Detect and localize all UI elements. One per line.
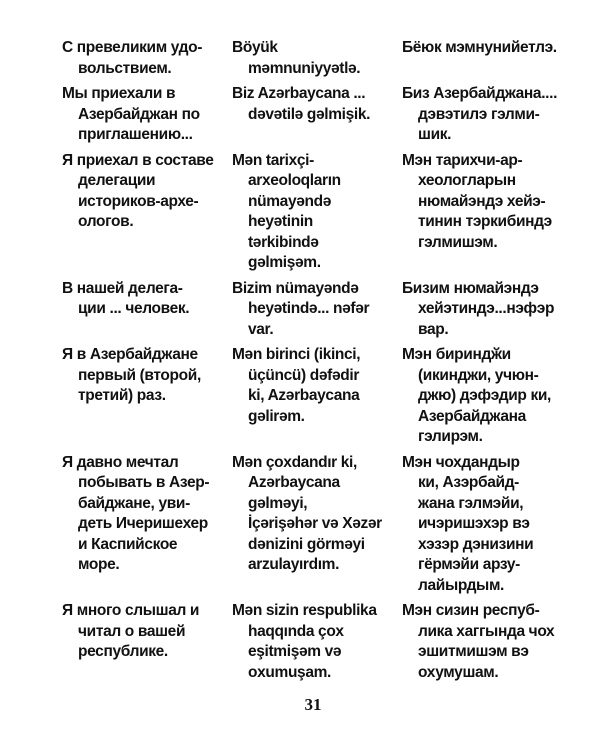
phrase-row — [62, 38, 592, 79]
phrase-line: Böyük — [232, 39, 278, 56]
phrase-line: Mən tarixçi- — [232, 151, 314, 169]
phrase-line: Mən çoxdandır ki, — [232, 453, 357, 471]
phrase-azerbaijani-cyrillic — [402, 84, 592, 146]
phrase-line: деть Ичеришехер — [78, 515, 208, 532]
phrase-russian — [62, 453, 232, 597]
phrase-line: гёрмэйи арзу- — [418, 556, 520, 573]
phrase-line: первый (второй, — [78, 366, 201, 384]
phrase-line: arzulayırdım. — [248, 556, 340, 573]
phrase-line: heyətində... nəfər — [248, 300, 370, 317]
phrase-line: Бёюк мэмнунийетлэ. — [402, 39, 557, 56]
phrase-line: Мэн чохдандыр — [402, 453, 520, 471]
phrase-line: Я приехал в составе — [62, 151, 214, 169]
phrase-line: dəvətilə gəlmişik. — [248, 105, 371, 123]
phrase-line: (икинджи, учюн- — [418, 366, 539, 384]
phrase-line: ичэришэхэр вэ — [418, 515, 530, 532]
phrase-line: Я давно мечтал — [62, 453, 179, 471]
phrase-line: Мэн сизин респуб- — [402, 602, 540, 619]
phrase-line: джю) дэфэдир ки, — [418, 387, 551, 404]
phrase-line: и Каспийское — [78, 535, 178, 553]
phrase-line: хэзэр дэнизини — [418, 535, 534, 553]
phrase-line: эшитмишэм вэ — [418, 643, 529, 660]
phrase-line: Мэн тарихчи-ар- — [402, 151, 523, 169]
phrase-line: хейэтиндэ...нэфэр — [418, 300, 555, 317]
phrase-line: üçüncü) dəfədir — [248, 366, 360, 384]
page-number: 31 — [304, 695, 322, 714]
phrase-line: жана гэлмэйи, — [418, 494, 524, 512]
phrase-line: ки, Азэрбайд- — [418, 474, 519, 491]
phrase-line: Биз Азербайджана.... — [402, 85, 558, 102]
phrase-line: gəlmişəm. — [248, 254, 321, 271]
phrase-line: heyətinin — [248, 213, 313, 230]
phrase-azerbaijani-latin — [232, 38, 402, 79]
phrase-row — [62, 84, 592, 146]
phrase-line: лика хаггында чох — [418, 622, 555, 640]
phrase-line: делегации — [78, 172, 156, 189]
phrase-line: Мэн бириндӂи — [402, 346, 511, 363]
phrase-russian — [62, 279, 232, 341]
phrase-line: Мы приехали в — [62, 85, 176, 102]
phrase-line: вольствием. — [78, 59, 172, 77]
phrase-line: ологов. — [78, 213, 134, 230]
phrase-line: nümayəndə — [248, 192, 331, 210]
phrase-line: arxeoloqların — [248, 172, 341, 189]
phrase-row — [62, 279, 592, 341]
phrase-line: С превеликим удо- — [62, 39, 203, 56]
phrase-line: oxumuşam. — [248, 663, 331, 681]
phrase-line: ki, Azərbaycana — [248, 387, 360, 404]
phrase-line: дэвэтилэ гэлми- — [418, 105, 540, 123]
phrase-line: ции ... человек. — [78, 300, 190, 317]
phrase-azerbaijani-cyrillic — [402, 151, 592, 274]
phrase-line: шик. — [418, 126, 452, 143]
phrasebook-table — [62, 38, 592, 688]
phrase-line: республике. — [78, 643, 168, 660]
phrase-azerbaijani-latin — [232, 453, 402, 597]
phrase-azerbaijani-latin — [232, 345, 402, 448]
phrase-line: читал о вашей — [78, 622, 186, 640]
phrase-azerbaijani-latin — [232, 151, 402, 274]
phrase-line: гэлмишэм. — [418, 233, 498, 251]
phrase-row — [62, 453, 592, 597]
phrase-azerbaijani-latin — [232, 279, 402, 341]
phrase-row — [62, 345, 592, 448]
phrase-line: байджане, уви- — [78, 494, 190, 512]
phrase-azerbaijani-latin — [232, 84, 402, 146]
phrase-line: dənizini görməyi — [248, 535, 365, 553]
phrase-line: море. — [78, 556, 120, 573]
phrase-line: gəlirəm. — [248, 407, 305, 425]
phrase-line: haqqında çox — [248, 622, 344, 640]
phrase-row — [62, 601, 592, 683]
phrase-azerbaijani-latin — [232, 601, 402, 683]
phrase-line: var. — [248, 320, 274, 338]
phrase-line: охумушам. — [418, 663, 499, 681]
phrase-line: Azərbaycana — [248, 474, 340, 491]
phrase-line: Я много слышал и — [62, 602, 200, 619]
phrase-russian — [62, 38, 232, 79]
phrase-line: Азербайджана — [418, 407, 526, 425]
phrase-row — [62, 151, 592, 274]
phrase-line: третий) раз. — [78, 387, 166, 404]
phrase-line: məmnuniyyətlə. — [248, 59, 361, 77]
phrase-line: Азербайджан по — [78, 105, 200, 123]
phrase-line: Mən birinci (ikinci, — [232, 346, 361, 363]
phrase-line: В нашей делега- — [62, 279, 183, 297]
phrase-line: eşitmişəm və — [248, 643, 342, 660]
phrase-azerbaijani-cyrillic — [402, 345, 592, 448]
phrase-line: Бизим нюмайэндэ — [402, 279, 539, 297]
phrase-line: Biz Azərbaycana ... — [232, 85, 366, 102]
phrase-russian — [62, 601, 232, 683]
phrase-line: Mən sizin respublika — [232, 602, 377, 619]
phrase-azerbaijani-cyrillic — [402, 601, 592, 683]
phrase-azerbaijani-cyrillic — [402, 453, 592, 597]
phrase-azerbaijani-cyrillic — [402, 279, 592, 341]
phrase-line: гэлирэм. — [418, 428, 483, 445]
phrase-line: нюмайэндэ хейэ- — [418, 192, 546, 210]
phrase-line: побывать в Азер- — [78, 474, 210, 491]
phrase-line: İçərişəhər və Xəzər — [248, 515, 382, 532]
phrase-azerbaijani-cyrillic — [402, 38, 592, 79]
phrase-line: тинин тэркибиндэ — [418, 213, 552, 230]
phrase-line: приглашению... — [78, 126, 193, 143]
phrase-line: tərkibində — [248, 233, 319, 251]
phrase-line: историков-архе- — [78, 192, 199, 210]
phrase-line: лайырдым. — [418, 576, 505, 594]
phrase-line: gəlməyi, — [248, 494, 308, 512]
phrase-line: Bizim nümayəndə — [232, 279, 359, 297]
phrase-line: вар. — [418, 320, 449, 338]
phrase-russian — [62, 345, 232, 448]
phrase-line: хеологларын — [418, 172, 516, 189]
phrase-russian — [62, 84, 232, 146]
phrase-russian — [62, 151, 232, 274]
phrase-line: Я в Азербайджане — [62, 346, 198, 363]
